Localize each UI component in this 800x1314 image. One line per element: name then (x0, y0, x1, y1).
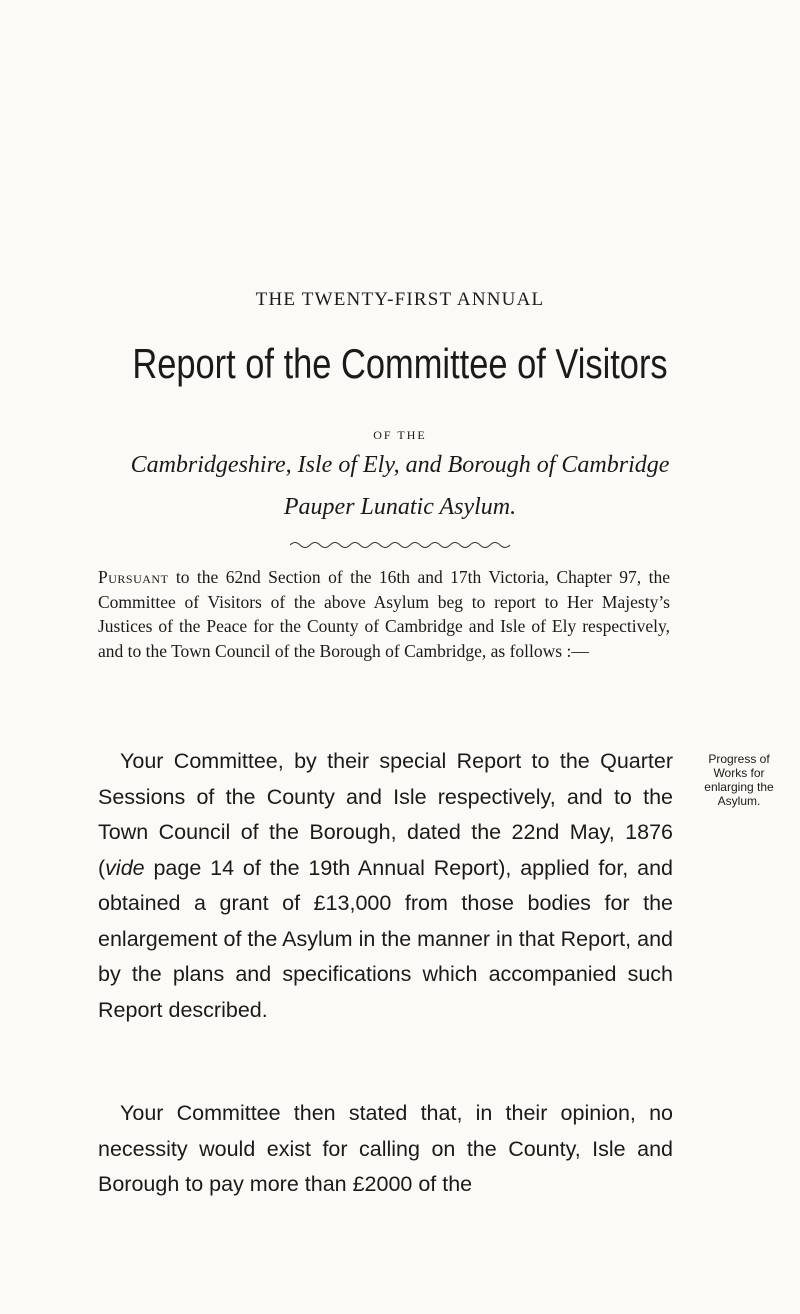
margin-note (684, 752, 794, 808)
margin-note-line-1: Progress of (708, 752, 770, 766)
margin-note-line-2: Works for (713, 766, 765, 780)
asylum-region-line: Cambridgeshire, Isle of Ely, and Borough of Cambridge (130, 452, 670, 478)
margin-note-line-3: enlarging the (704, 780, 774, 794)
body-paragraph-2: Your Committee then stated that, in their opinion, no necessity would exist for calling on the County, Isle and Borough to pay more than £2000 of the (98, 1101, 673, 1196)
paragraph-1-vide: vide (105, 855, 145, 880)
paragraph-1-text-a: Your Committee, by their special Report to the Quarter Sessions of the County and Isle respectively, and to the Town Council of the Borough, dated the 22nd May, 1876 ( (98, 749, 673, 880)
asylum-name-line: Pauper Lunatic Asylum. (283, 494, 517, 520)
paragraph-1-text-b: page 14 of the 19th Annual Report), applied for, and obtained a grant of £13,000 from those bodies for the enlargement of the Asylum in the manner in that Report, and by the plans and specifications which accompanied such Report described. (98, 855, 673, 1022)
preamble-text: to the 62nd Section of the 16th and 17th Victoria, Chapter 97, the Committee of Visitors of the above Asylum beg to report to Her Majesty’s Justices of the Peace for the County of Cambridge and Isle of Ely respectively, and to the Town Council of the Borough of Cambridge, as follows :— (98, 567, 670, 661)
of-the-label: OF THE (373, 428, 427, 442)
margin-note-line-4: Asylum. (717, 794, 761, 808)
report-title: Report of the Committee of Visitors (132, 340, 668, 387)
ornamental-rule (0, 538, 800, 550)
preamble-paragraph (98, 565, 670, 663)
body-paragraph-1 (98, 744, 673, 1028)
report-series-heading: THE TWENTY-FIRST ANNUAL (255, 289, 545, 310)
preamble-lead-word: Pursuant (98, 567, 169, 587)
